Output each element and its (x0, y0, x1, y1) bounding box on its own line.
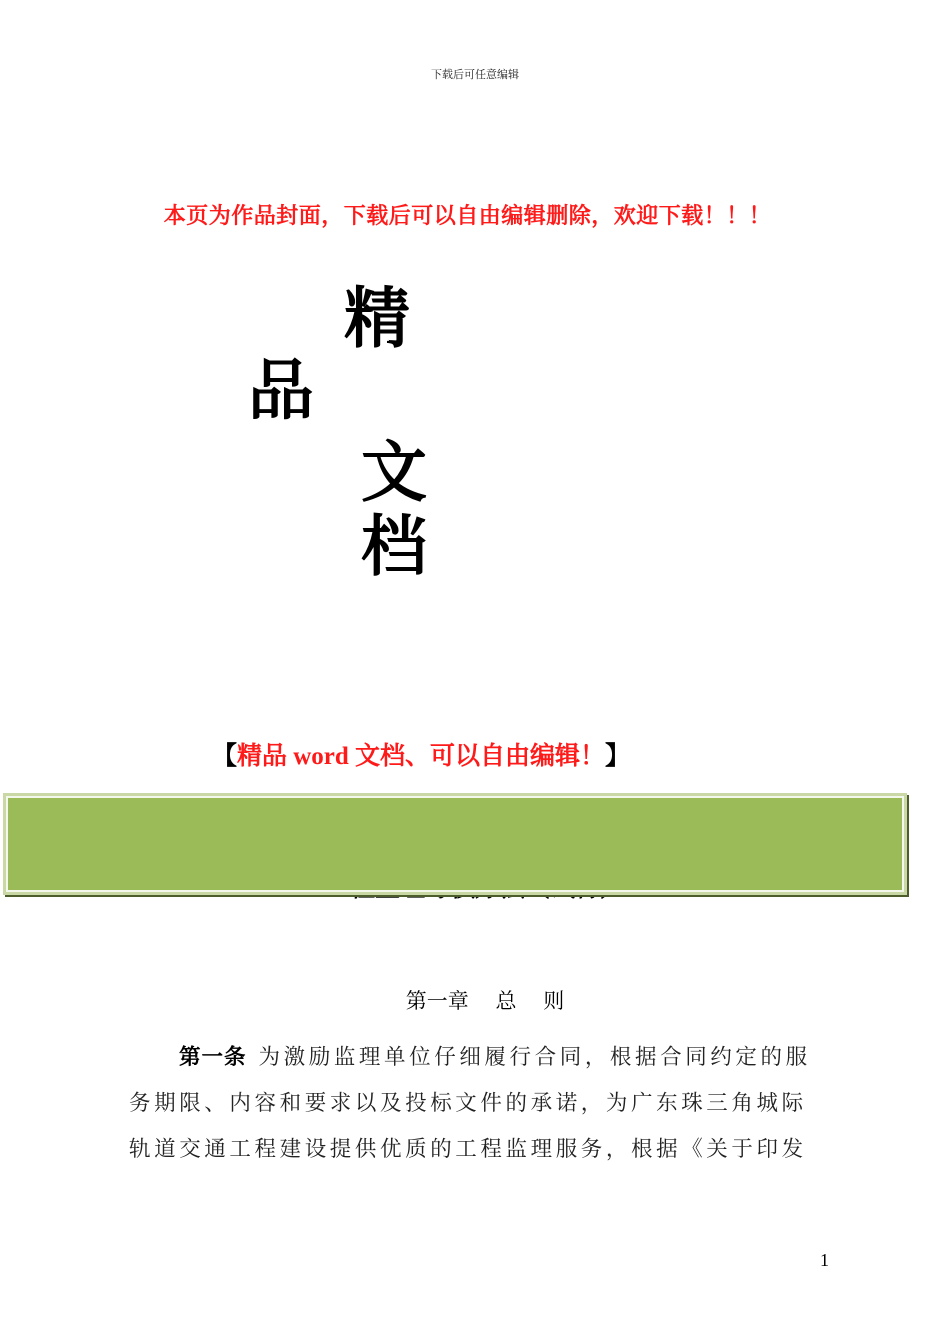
chapter-heading: 第一章 总 则 (405, 989, 565, 1013)
word-notice (0, 736, 842, 772)
cover-title-char-1: 精 (344, 280, 410, 357)
cover-title-char-3: 文 (361, 434, 427, 511)
article-lead: 第一条 (179, 1045, 247, 1070)
page-number: 1 (820, 1250, 829, 1270)
cover-notice: 本页为作品封面，下载后可以自由编辑删除，欢迎下载！！！ (163, 204, 772, 229)
article-line-text: 为激励监理单位仔细履行合同，根据合同约定的服 (258, 1045, 811, 1070)
cover-band (3, 793, 907, 895)
header-note: 下载后可任意编辑 (431, 68, 519, 81)
article-line (129, 1035, 834, 1081)
article-line: 轨道交通工程建设提供优质的工程监理服务，根据《关于印发 (129, 1137, 807, 1162)
cover-title-char-2: 品 (248, 352, 314, 429)
cover-title-char-4: 档 (361, 508, 427, 585)
word-notice-text: 精品 word 文档、可以自由编辑！ (236, 743, 606, 770)
article-paragraph (129, 1035, 834, 1173)
word-notice-close-bracket: 】 (605, 743, 631, 770)
word-notice-open-bracket: 【 (211, 743, 237, 770)
article-line: 务期限、内容和要求以及投标文件的承诺，为广东珠三角城际 (129, 1091, 807, 1116)
